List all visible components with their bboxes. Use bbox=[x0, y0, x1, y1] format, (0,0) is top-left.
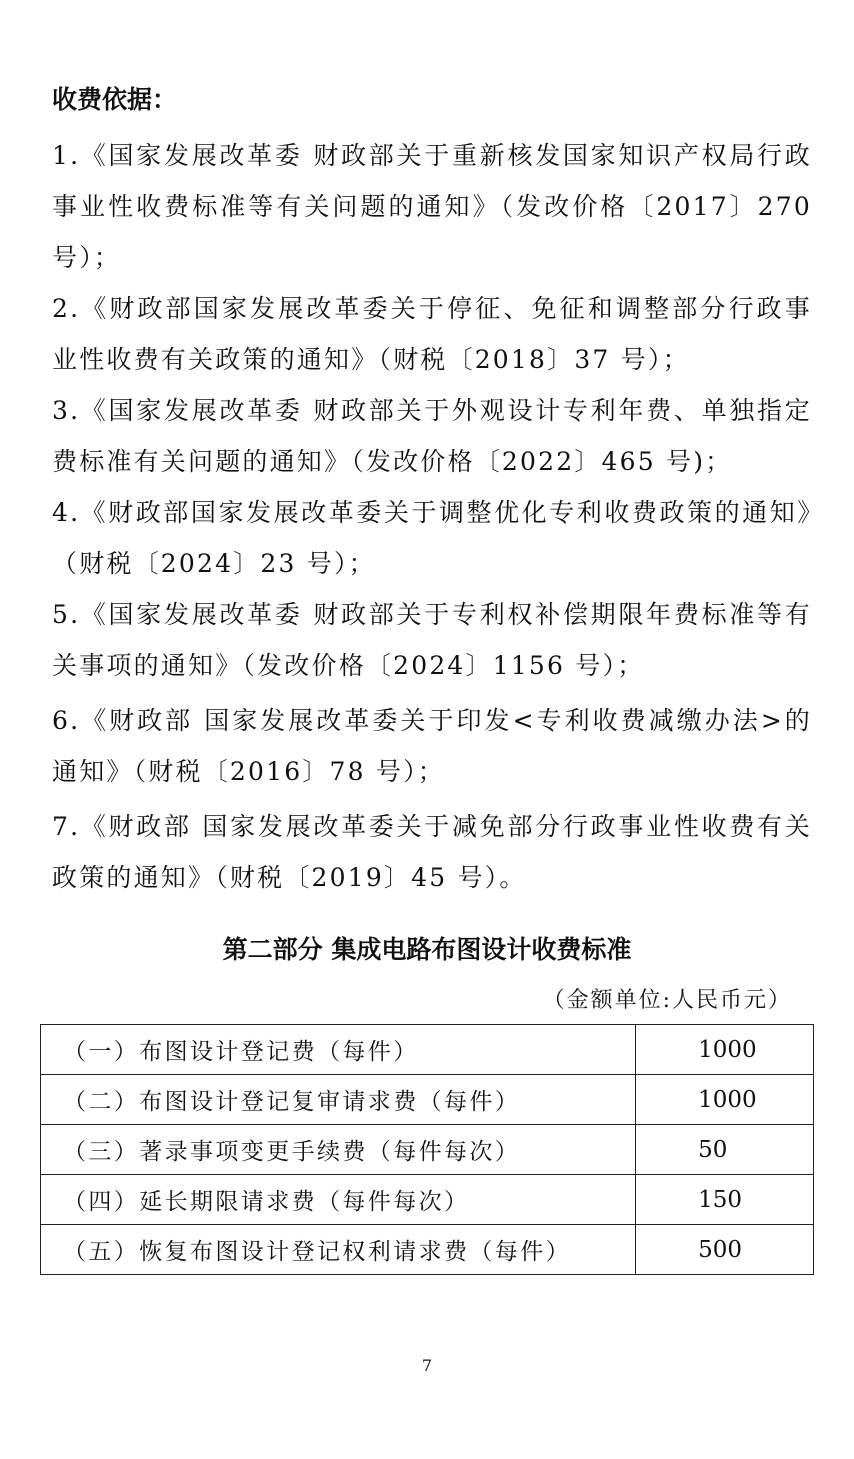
basis-item-7: 7.《财政部 国家发展改革委关于减免部分行政事业性收费有关政策的通知》（财税〔2019〕45 号）。 bbox=[52, 812, 812, 892]
basis-item-4: 4.《财政部国家发展改革委关于调整优化专利收费政策的通知》（财税〔2024〕23 号）； bbox=[52, 498, 812, 578]
fee-item-cell: （四）延长期限请求费（每件每次） bbox=[41, 1175, 636, 1225]
fee-item-cell: （五）恢复布图设计登记权利请求费（每件） bbox=[41, 1225, 636, 1275]
table-row bbox=[41, 1125, 814, 1175]
section-title: 第二部分 集成电路布图设计收费标准 bbox=[222, 935, 632, 964]
page-number: 7 bbox=[421, 1356, 433, 1375]
fee-item-cell: （三）著录事项变更手续费（每件每次） bbox=[41, 1125, 636, 1175]
basis-item-6: 6.《财政部 国家发展改革委关于印发<专利收费减缴办法>的通知》（财税〔2016〕78 号）； bbox=[52, 706, 812, 786]
fee-amount-cell: 150 bbox=[636, 1175, 814, 1225]
fee-amount-cell: 500 bbox=[636, 1225, 814, 1275]
fee-item-cell: （二）布图设计登记复审请求费（每件） bbox=[41, 1075, 636, 1125]
basis-item-1: 1.《国家发展改革委 财政部关于重新核发国家知识产权局行政事业性收费标准等有关问题的通知》（发改价格〔2017〕270 号）； bbox=[52, 141, 812, 272]
fee-amount-cell: 50 bbox=[636, 1125, 814, 1175]
basis-item-5: 5.《国家发展改革委 财政部关于专利权补偿期限年费标准等有关事项的通知》（发改价格〔2024〕1156 号）； bbox=[52, 600, 812, 680]
basis-item-3: 3.《国家发展改革委 财政部关于外观设计专利年费、单独指定费标准有关问题的通知》（发改价格〔2022〕465 号)； bbox=[52, 396, 812, 476]
table-row bbox=[41, 1225, 814, 1275]
fee-table bbox=[40, 1024, 814, 1275]
table-row bbox=[41, 1025, 814, 1075]
table-row bbox=[41, 1175, 814, 1225]
basis-heading: 收费依据： bbox=[52, 85, 178, 114]
table-row bbox=[41, 1075, 814, 1125]
fee-amount-cell: 1000 bbox=[636, 1075, 814, 1125]
unit-note: （金额单位:人民币元） bbox=[542, 988, 792, 1013]
fee-item-cell: （一）布图设计登记费（每件） bbox=[41, 1025, 636, 1075]
fee-amount-cell: 1000 bbox=[636, 1025, 814, 1075]
basis-list bbox=[52, 130, 812, 903]
basis-item-2: 2.《财政部国家发展改革委关于停征、免征和调整部分行政事业性收费有关政策的通知》（财税〔2018〕37 号）； bbox=[52, 294, 812, 374]
